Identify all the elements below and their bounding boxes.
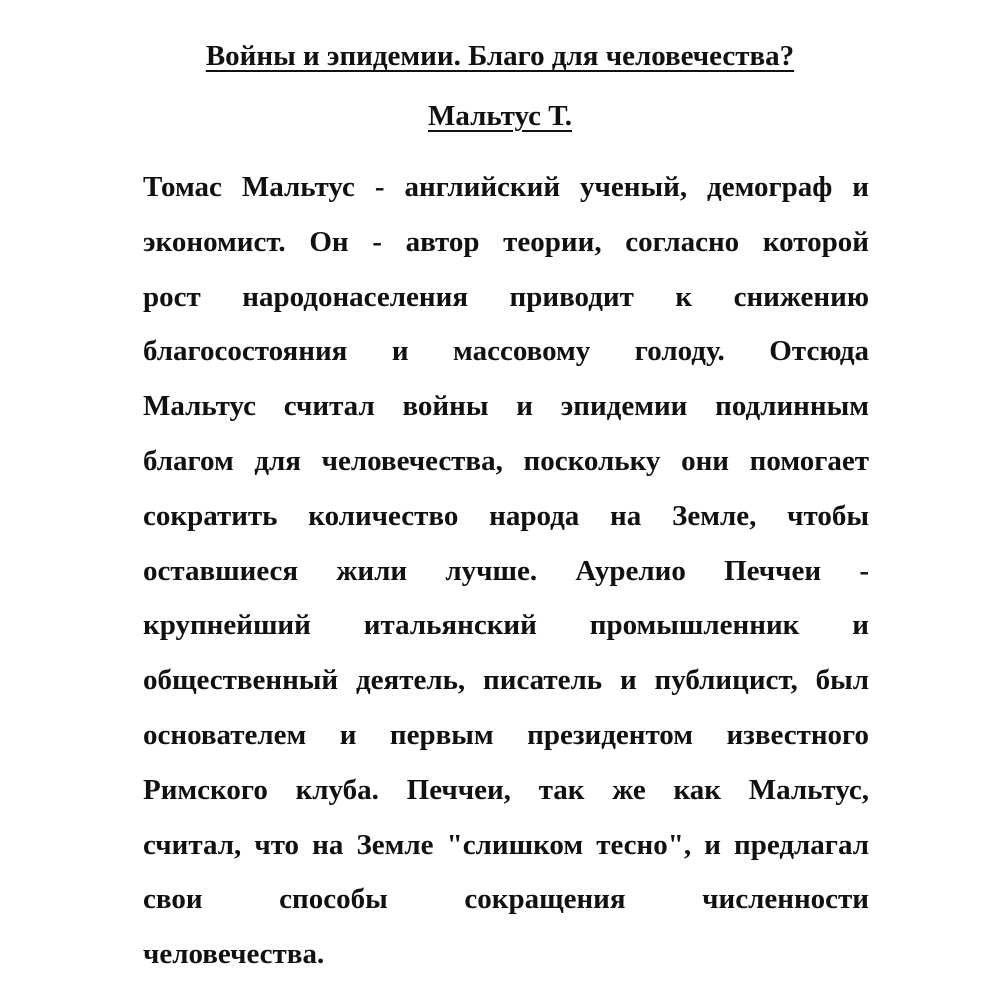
body-line: Мальтус считал войны и эпидемии подлинным bbox=[143, 390, 869, 423]
body-line: благом для человечества, поскольку они помогает bbox=[143, 444, 869, 477]
document-body bbox=[143, 160, 869, 982]
body-line: Римского клуба. Печчеи, так же как Мальтус, bbox=[143, 773, 869, 806]
document-title: Войны и эпидемии. Благо для человечества? bbox=[205, 40, 795, 72]
body-line: свои способы сокращения численности bbox=[143, 883, 869, 916]
body-line: основателем и первым президентом известного bbox=[143, 718, 869, 751]
body-line: считал, что на Земле "слишком тесно", и предлагал bbox=[143, 828, 869, 861]
body-line: рост народонаселения приводит к снижению bbox=[143, 280, 869, 313]
body-line: Томас Мальтус - английский ученый, демограф и bbox=[143, 171, 869, 203]
document-author: Мальтус Т. bbox=[428, 100, 572, 132]
body-line: благосостояния и массовому голоду. Отсюда bbox=[143, 335, 869, 368]
body-line: общественный деятель, писатель и публицист, был bbox=[143, 664, 869, 697]
body-line: крупнейший итальянский промышленник и bbox=[143, 609, 869, 642]
body-line: оставшиеся жили лучше. Аурелио Печчеи - bbox=[143, 554, 869, 587]
body-line: человечества. bbox=[143, 938, 325, 971]
body-line: сократить количество народа на Земле, чтобы bbox=[143, 499, 869, 532]
body-line: экономист. Он - автор теории, согласно которой bbox=[143, 225, 869, 258]
